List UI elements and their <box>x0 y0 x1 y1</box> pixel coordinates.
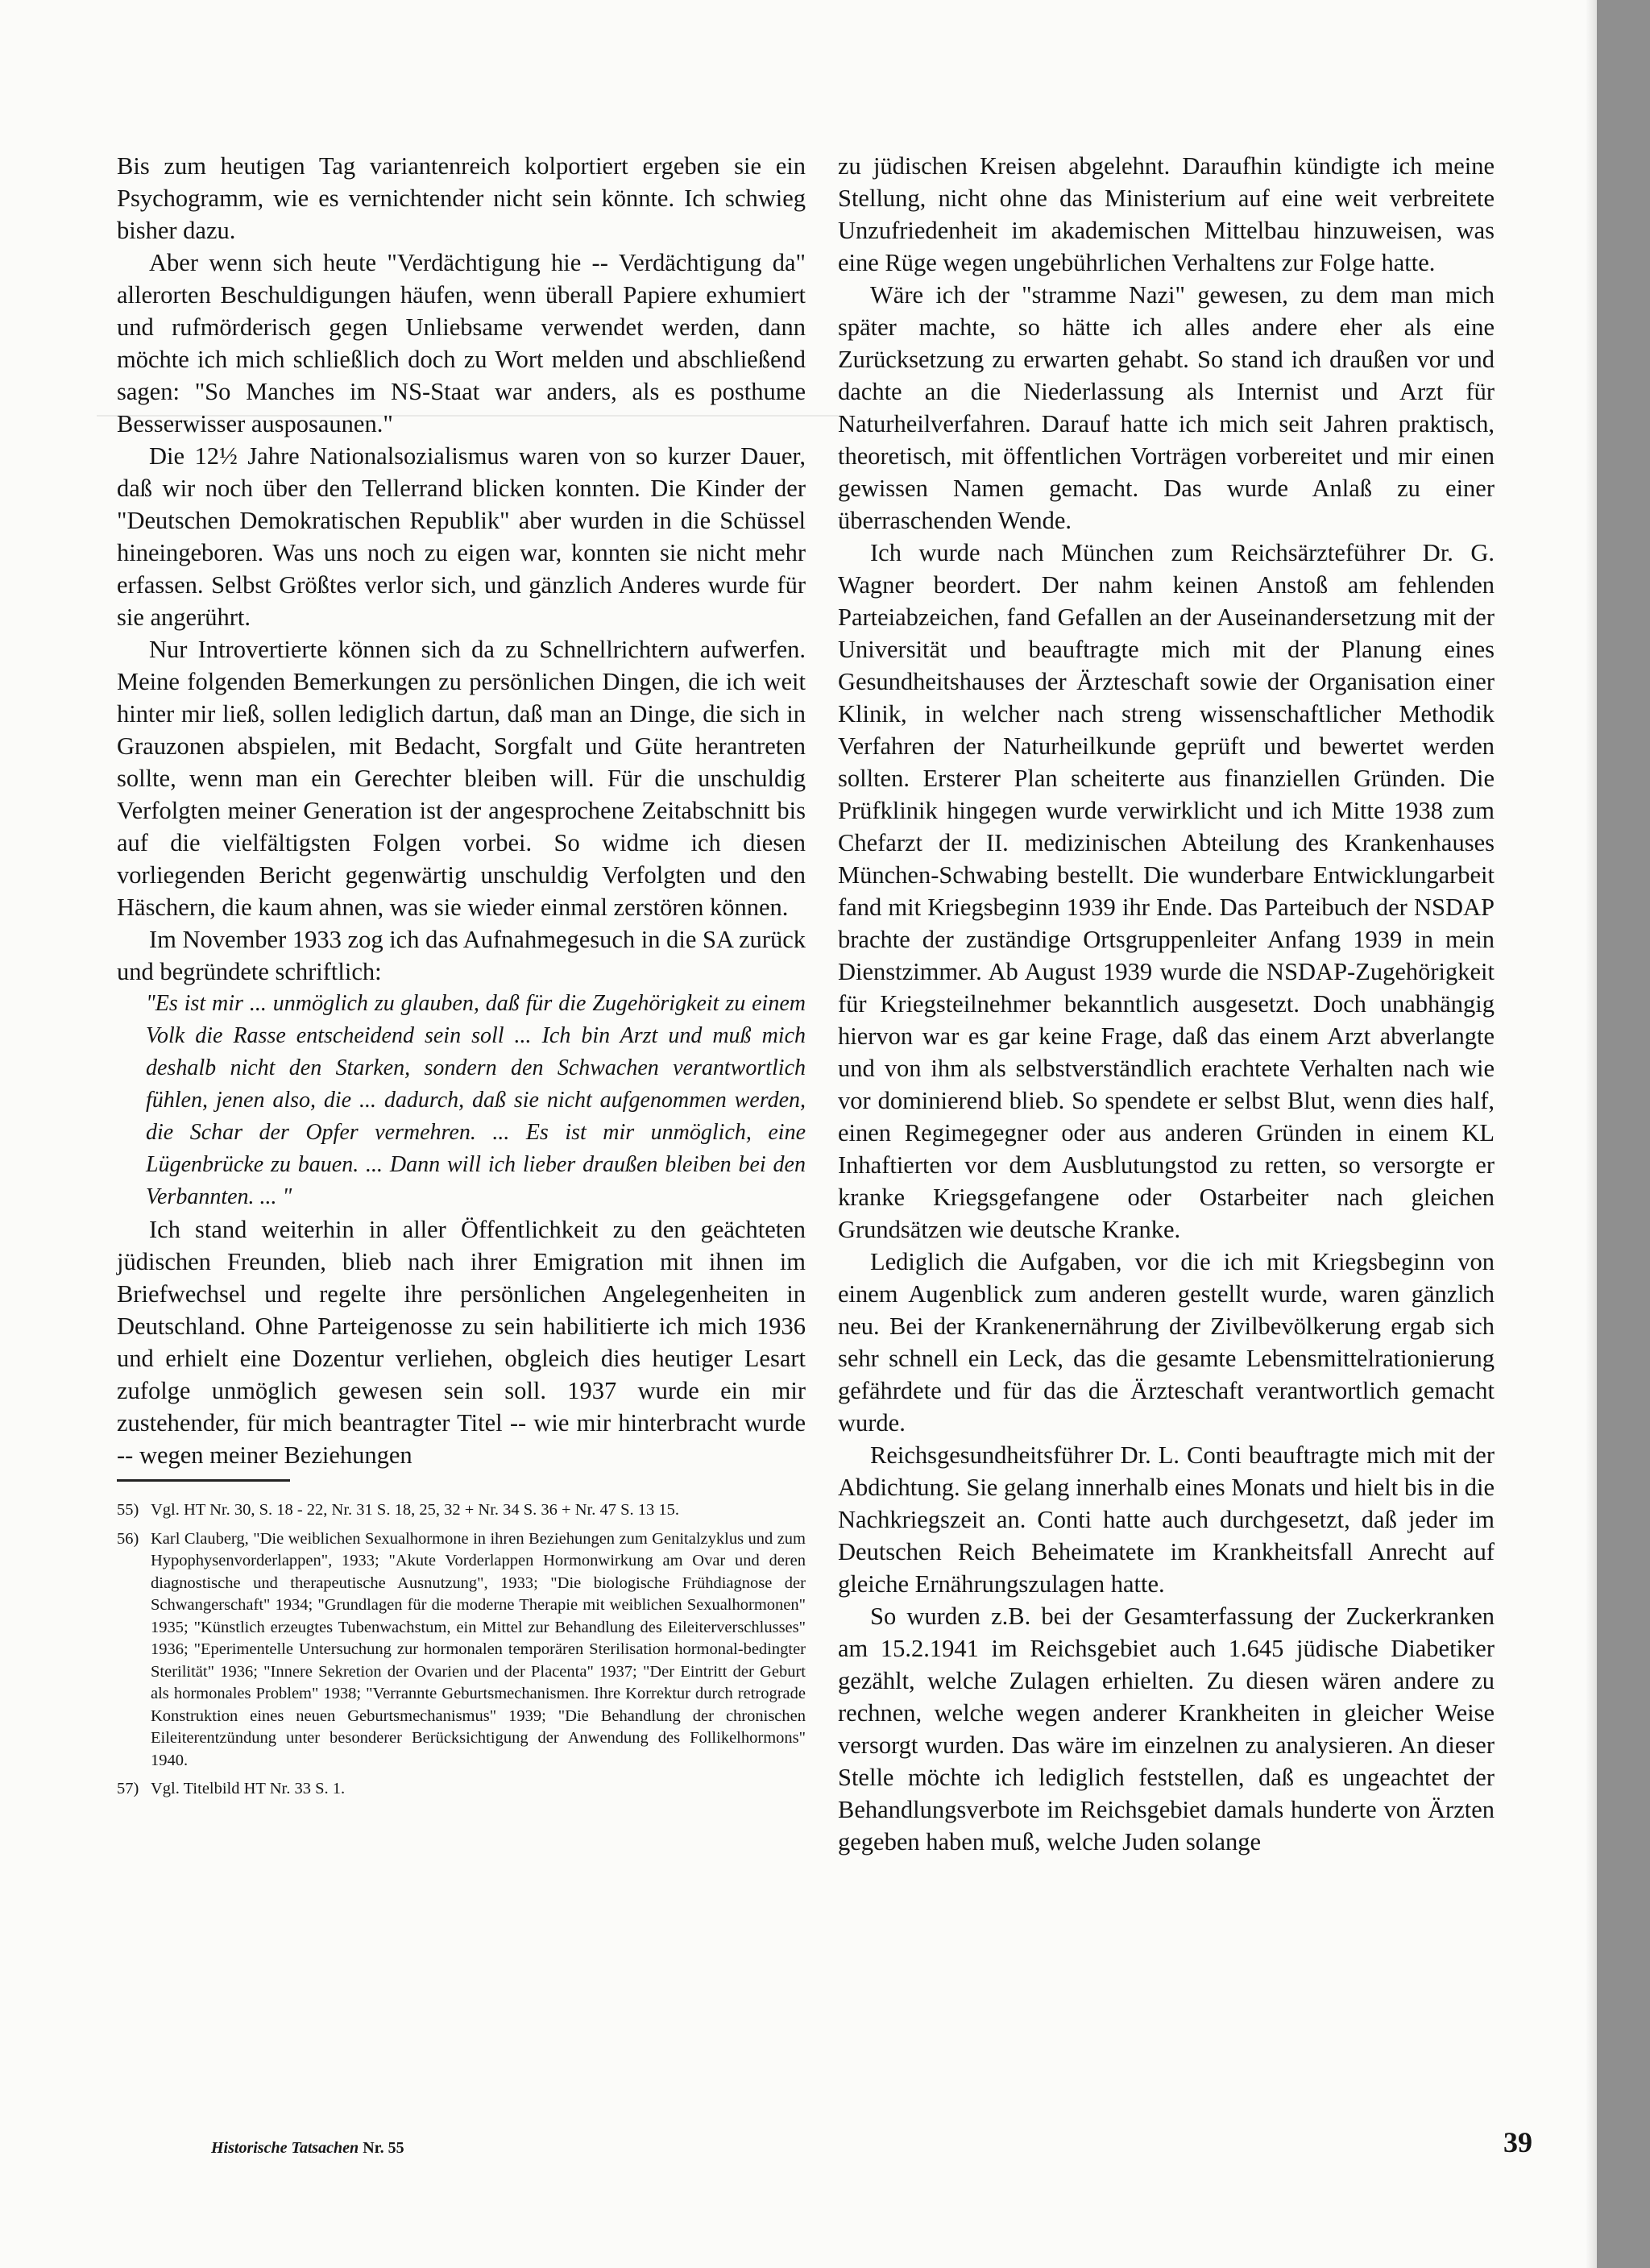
left-column <box>117 150 806 1807</box>
paragraph: Reichsgesundheitsführer Dr. L. Conti beauftragte mich mit der Abdichtung. Sie gelang innerhalb eines Monats und hielt bis in die Nachkriegszeit an. Conti hatte auch durchgesetzt, daß jeder im Deutschen Reich Beheimatete im Krankheitsfall Anrecht auf gleiche Ernährungszulagen hatte. <box>838 1441 1495 1598</box>
right-column <box>838 150 1495 1858</box>
paragraph: Im November 1933 zog ich das Aufnahmegesuch in die SA zurück und begründete schriftlich: <box>117 926 806 985</box>
paragraph: So wurden z.B. bei der Gesamterfassung der Zuckerkranken am 15.2.1941 im Reichsgebiet auch 1.645 jüdische Diabetiker gezählt, welche Zulagen erhielten. Zu diesen wären andere zu rechnen, welche wegen anderer Krankheiten in gleicher Weise versorgt wurden. Das wäre im einzelnen zu analysieren. An dieser Stelle möchte ich lediglich feststellen, daß es ungeachtet der Behandlungsverbote im Reichsgebiet damals hunderte von Ärzten gegeben haben muß, welche Juden solange <box>838 1603 1495 1855</box>
footnote-separator <box>117 1479 290 1482</box>
footnote-text: Vgl. HT Nr. 30, S. 18 - 22, Nr. 31 S. 18, 25, 32 + Nr. 34 S. 36 + Nr. 47 S. 13 15. <box>151 1501 680 1519</box>
paragraph: Wäre ich der "stramme Nazi" gewesen, zu dem man mich später machte, so hätte ich alles andere eher als eine Zurücksetzung zu erwarten gehabt. So stand ich draußen vor und dachte an die Niederlassung als Internist und Arzt für Naturheilverfahren. Darauf hatte ich mich seit Jahren praktisch, theoretisch, mit öffentlichen Vorträgen vorbereitet und mir einen gewissen Namen gemacht. Das wurde Anlaß zu einer überraschenden Wende. <box>838 281 1495 534</box>
footnote <box>117 1778 806 1801</box>
page-number: 39 <box>1503 2126 1532 2158</box>
journal-title: Historische Tatsachen <box>211 2139 359 2157</box>
footer-journal <box>211 2139 404 2158</box>
paragraph: Bis zum heutigen Tag variantenreich kolportiert ergeben sie ein Psychogramm, wie es vernichtender nicht sein könnte. Ich schwieg bisher dazu. <box>117 152 806 244</box>
footnote-number: 56) <box>117 1529 139 1548</box>
footnote <box>117 1499 806 1522</box>
issue-number: Nr. 55 <box>363 2139 404 2157</box>
paragraph: Die 12½ Jahre Nationalsozialismus waren von so kurzer Dauer, daß wir noch über den Tellerrand blicken konnten. Die Kinder der "Deutschen Demokratischen Republik" aber wurden in die Schüssel hineingeboren. Was uns noch zu eigen war, konnten sie nicht mehr erfassen. Selbst Größtes verlor sich, und gänzlich Anderes wurde für sie angerührt. <box>117 442 806 631</box>
paragraph: Ich wurde nach München zum Reichsärzteführer Dr. G. Wagner beordert. Der nahm keinen Anstoß am fehlenden Parteiabzeichen, fand Gefallen an der Auseinandersetzung mit der Universität und beauftragte mich mit der Planung eines Gesundheitshauses der Ärzteschaft sowie der Organisation einer Klinik, in welcher nach streng wissenschaftlicher Methodik Verfahren der Naturheilkunde geprüft und bewertet werden sollten. Ersterer Plan scheiterte aus finanziellen Gründen. Die Prüfklinik hingegen wurde verwirklicht und ich Mitte 1938 zum Chefarzt der II. medizinischen Abteilung des Krankenhauses München-Schwabing bestellt. Die wunderbare Entwicklungarbeit fand mit Kriegsbeginn 1939 ihr Ende. Das Parteibuch der NSDAP brachte der zuständige Ortsgruppenleiter Anfang 1939 in mein Dienstzimmer. Ab August 1939 wurde die NSDAP-Zugehörigkeit für Kriegsteilnehmer bekanntlich ausgesetzt. Doch unabhängig hiervon war es gar keine Frage, daß das einem Arzt abverlangte und von ihm als selbstverständlich erachtete Verhalten nach wie vor dominierend blieb. So spendete er selbst Blut, wenn dies half, einen Regimegegner oder aus anderen Gründen in einem KL Inhaftierten vor dem Ausblutungstod zu retten, so versorgte er kranke Kriegsgefangene oder Ostarbeiter nach gleichen Grundsätzen wie deutsche Kranke. <box>838 539 1495 1243</box>
footnote-number: 57) <box>117 1780 139 1797</box>
footnote-text: Vgl. Titelbild HT Nr. 33 S. 1. <box>151 1780 346 1797</box>
paragraph: Lediglich die Aufgaben, vor die ich mit Kriegsbeginn von einem Augenblick zum anderen gestellt wurde, waren gänzlich neu. Bei der Krankenernährung der Zivilbevölkerung ergab sich sehr schnell ein Leck, das die gesamte Lebensmittelrationierung gefährdete und für das die Ärzteschaft verantwortlich gemacht wurde. <box>838 1248 1495 1437</box>
paragraph: zu jüdischen Kreisen abgelehnt. Daraufhin kündigte ich meine Stellung, nicht ohne das Ministerium auf eine weit verbreitete Unzufriedenheit im akademischen Mittelbau hinzuweisen, was eine Rüge wegen ungebührlichen Verhaltens zur Folge hatte. <box>838 152 1495 276</box>
footnotes <box>117 1499 806 1801</box>
footnote <box>117 1528 806 1773</box>
paragraph: Aber wenn sich heute "Verdächtigung hie -- Verdächtigung da" allerorten Beschuldigungen häufen, wenn überall Papiere exhumiert und rufmörderisch gegen Unliebsame verwendet werden, dann möchte ich mich schließlich doch zu Wort melden und abschließend sagen: "So Manches im NS-Staat war anders, als es posthume Besserwisser ausposaunen." <box>117 249 806 437</box>
footnote-text: Karl Clauberg, "Die weiblichen Sexualhormone in ihren Beziehungen zum Genitalzyklus und zum Hypophysenvorderlappen", 1933; "Akute Vorderlappen Hormonwirkung am Ovar und deren diagnostische und therapeutische Ausnutzung", 1933; "Die biologische Frühdiagnose der Schwangerschaft" 1934; "Grundlagen für die moderne Therapie mit weiblichen Sexualhormonen" 1935; "Künstlich erzeugtes Tubenwachstum, ein Mittel zur Behandlung des Eileiterverschlusses" 1936; "Eperimentelle Untersuchung zur hormonalen temporären Sterilisation hormonal-bedingter Sterilität" 1936; "Innere Sekretion der Ovarien und der Placenta" 1937; "Der Eintritt der Geburt als hormonales Problem" 1938; "Verrannte Geburtsmechanismen. Ihre Korrektur durch retrograde Konstruktion eines neuen Geburtsmechanismus" 1939; "Die Behandlung der chronischen Eileiterentzündung unter besonderer Berücksichtigung der Anwendung des Follikelhormons" 1940. <box>151 1529 806 1769</box>
block-quote: "Es ist mir ... unmöglich zu glauben, daß für die Zugehörigkeit zu einem Volk die Rasse entscheidend sein soll ... Ich bin Arzt und muß mich deshalb nicht den Starken, sondern den Schwachen verantwortlich fühlen, jenen also, die ... dadurch, daß sie nicht aufgenommen werden, die Schar der Opfer vermehren. ... Es ist mir unmöglich, eine Lügenbrücke zu bauen. ... Dann will ich lieber draußen bleiben bei den Verbannten. ... " <box>146 991 806 1209</box>
footnote-number: 55) <box>117 1501 139 1519</box>
paragraph: Ich stand weiterhin in aller Öffentlichkeit zu den geächteten jüdischen Freunden, blieb nach ihrer Emigration mit ihnen im Briefwechsel und regelte ihre persönlichen Angelegenheiten in Deutschland. Ohne Parteigenosse zu sein habilitierte ich mich 1936 und erhielt eine Dozentur verliehen, obgleich dies heutiger Lesart zufolge unmöglich gewesen sein soll. 1937 wurde ein mir zustehender, für mich beantragter Titel -- wie mir hinterbracht wurde -- wegen meiner Beziehungen <box>117 1216 806 1469</box>
paragraph: Nur Introvertierte können sich da zu Schnellrichtern aufwerfen. Meine folgenden Bemerkungen zu persönlichen Dingen, die ich weit hinter mir ließ, sollen lediglich dartun, daß man an Dinge, die sich in Grauzonen abspielen, mit Bedacht, Sorgfalt und Güte herantreten sollte, wenn man ein Gerechter bleiben will. Für die unschuldig Verfolgten meiner Generation ist der angesprochene Zeitabschnitt bis auf die vielfältigsten Folgen vorbei. So widme ich diesen vorliegenden Bericht gegenwärtig unschuldig Verfolgten und den Häschern, die kaum ahnen, was sie wieder einmal zerstören können. <box>117 636 806 921</box>
